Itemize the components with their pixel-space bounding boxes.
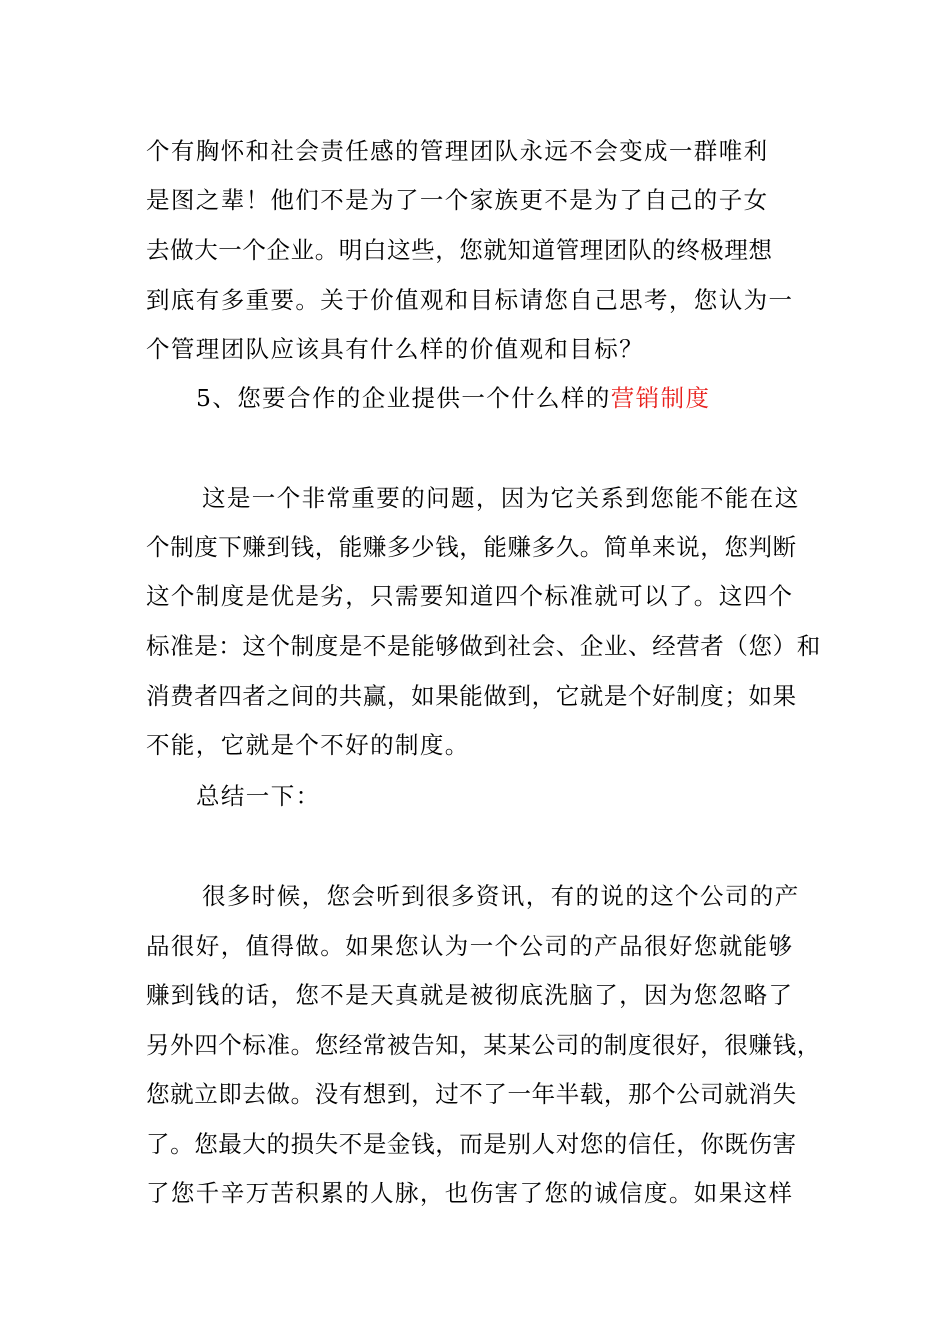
summary-heading: 总结一下： bbox=[196, 782, 321, 810]
paragraph-1-line-5: 个管理团队应该具有什么样的价值观和目标？ bbox=[146, 335, 644, 363]
paragraph-1-line-1: 个有胸怀和社会责任感的管理团队永远不会变成一群唯利 bbox=[146, 137, 769, 165]
paragraph-1-line-3: 去做大一个企业。明白这些，您就知道管理团队的终极理想 bbox=[146, 236, 773, 264]
paragraph-2-line-3: 这个制度是优是劣，只需要知道四个标准就可以了。这四个 bbox=[146, 582, 794, 610]
paragraph-2-line-4: 标准是：这个制度是不是能够做到社会、企业、经营者（您）和 bbox=[146, 632, 821, 660]
paragraph-2-line-5: 消费者四者之间的共赢，如果能做到，它就是个好制度；如果 bbox=[146, 682, 797, 710]
paragraph-1-line-4: 到底有多重要。关于价值观和目标请您自己思考，您认为一 bbox=[146, 286, 794, 314]
section-heading-5-highlight: 营销制度 bbox=[610, 384, 711, 412]
paragraph-1-line-2: 是图之辈！他们不是为了一个家族更不是为了自己的子女 bbox=[146, 186, 769, 214]
section-heading-5 bbox=[196, 383, 710, 413]
paragraph-3-line-7: 了您千辛万苦积累的人脉，也伤害了您的诚信度。如果这样 bbox=[146, 1179, 794, 1207]
paragraph-3-line-5: 您就立即去做。没有想到，过不了一年半载，那个公司就消失 bbox=[146, 1080, 797, 1108]
paragraph-2-line-2: 个制度下赚到钱，能赚多少钱，能赚多久。简单来说，您判断 bbox=[146, 533, 797, 561]
paragraph-3-line-4: 另外四个标准。您经常被告知，某某公司的制度很好，很赚钱， bbox=[146, 1031, 821, 1059]
paragraph-3-line-2: 品很好，值得做。如果您认为一个公司的产品很好您就能够 bbox=[146, 932, 794, 960]
paragraph-3-line-6: 了。您最大的损失不是金钱，而是别人对您的信任，你既伤害 bbox=[146, 1130, 797, 1158]
paragraph-3-line-1: 很多时候，您会听到很多资讯，有的说的这个公司的产 bbox=[202, 882, 800, 910]
section-heading-5-prefix: 5、您要合作的企业提供一个什么样的 bbox=[196, 384, 611, 412]
paragraph-2-line-1: 这是一个非常重要的问题，因为它关系到您能不能在这 bbox=[202, 484, 800, 512]
paragraph-3-line-3: 赚到钱的话，您不是天真就是被彻底洗脑了，因为您忽略了 bbox=[146, 981, 794, 1009]
paragraph-2-line-6: 不能，它就是个不好的制度。 bbox=[146, 731, 470, 759]
